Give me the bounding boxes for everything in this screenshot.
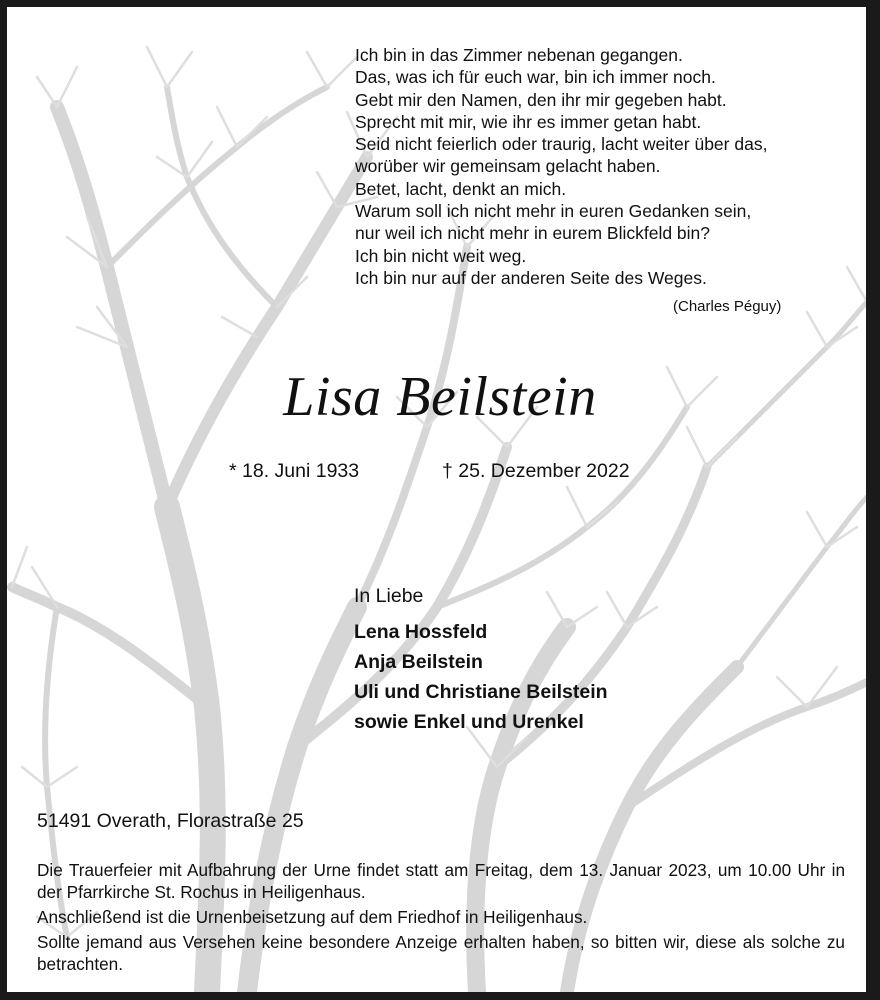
birth-date: * 18. Juni 1933 — [229, 460, 360, 482]
poem-attribution: (Charles Péguy) — [673, 298, 782, 315]
deceased-name: Lisa Beilstein — [283, 366, 597, 428]
funeral-details — [37, 859, 845, 978]
mourner-name: sowie Enkel und Urenkel — [354, 711, 584, 733]
ceremony-info: Die Trauerfeier mit Aufbahrung der Urne findet statt am Freitag, dem 13. Januar 2023, um 10.00 Uhr in der Pfarrkirche St. Rochus in Heiligenhaus. — [37, 860, 845, 902]
poem-line: Das, was ich für euch war, bin ich immer noch. — [355, 67, 716, 88]
poem-line: Betet, lacht, denkt an mich. — [355, 178, 567, 199]
poem-line: Ich bin in das Zimmer nebenan gegangen. — [355, 45, 683, 65]
poem-line: Ich bin nur auf der anderen Seite des Weges. — [355, 267, 707, 288]
poem — [355, 44, 767, 289]
poem-line: worüber wir gemeinsam gelacht haben. — [355, 156, 661, 177]
burial-info: Anschließend ist die Urnenbeisetzung auf dem Friedhof in Heiligenhaus. — [37, 907, 588, 927]
mourners-list — [354, 617, 608, 737]
poem-line: nur weil ich nicht mehr in eurem Blickfeld bin? — [355, 223, 711, 244]
poem-line: Sprecht mit mir, wie ihr es immer getan habt. — [355, 111, 702, 132]
poem-line: Ich bin nicht weit weg. — [355, 245, 527, 266]
family-address: 51491 Overath, Florastraße 25 — [37, 810, 304, 832]
mourners-intro: In Liebe — [354, 585, 424, 607]
death-date: † 25. Dezember 2022 — [442, 460, 630, 482]
mourner-name: Anja Beilstein — [354, 651, 483, 673]
poem-line: Gebt mir den Namen, den ihr mir gegeben habt. — [355, 89, 727, 110]
mourner-name: Uli und Christiane Beilstein — [354, 681, 608, 703]
poem-line: Warum soll ich nicht mehr in euren Gedanken sein, — [355, 201, 752, 222]
mourner-name: Lena Hossfeld — [354, 621, 488, 643]
notice-info: Sollte jemand aus Versehen keine besondere Anzeige erhalten haben, so bitten wir, diese als solche zu betrachten. — [37, 932, 845, 974]
poem-line: Seid nicht feierlich oder traurig, lacht weiter über das, — [355, 134, 768, 155]
